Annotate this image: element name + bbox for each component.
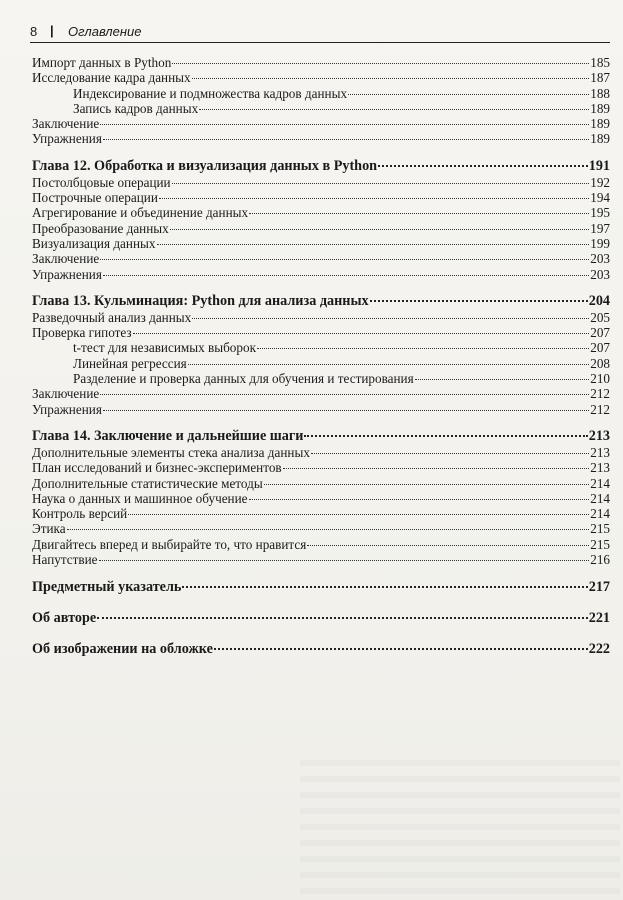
toc-entry-row [32,101,610,116]
section-title: Оглавление [68,24,142,39]
toc-entry-title: Глава 14. Заключение и дальнейшие шаги [32,427,304,444]
toc-entry-row [32,131,610,146]
toc-entry-row [32,371,610,386]
toc-entry-title: Упражнения [32,401,102,417]
toc-page-number: 205 [590,309,610,325]
dot-leader [67,529,590,530]
toc-entry-title: Постолбцовые операции [32,174,171,190]
toc-page-number: 192 [590,174,610,190]
toc-page-number: 215 [590,521,610,537]
toc-page-number: 207 [590,325,610,341]
dot-leader [257,348,589,349]
toc-page-number: 213 [590,460,610,476]
toc-entry-title: Об изображении на обложке [32,641,213,658]
dot-leader [192,78,590,79]
dot-leader [192,318,589,319]
toc-entry-title: t-тест для независимых выборок [73,340,256,356]
toc-entry-title: Проверка гипотез [32,325,132,341]
dot-leader [100,394,589,395]
table-of-contents [32,55,610,657]
toc-entry-row [32,251,610,266]
toc-page-number: 214 [590,506,610,522]
toc-page-number: 203 [590,266,610,282]
dot-leader [103,275,589,276]
toc-entry-title: Двигайтесь вперед и выбирайте то, что нравится [32,536,307,552]
toc-page-number: 203 [590,251,610,267]
toc-page-number: 221 [588,610,610,627]
dot-leader [249,499,590,500]
toc-page-number: 212 [590,386,610,402]
toc-page-number: 210 [590,371,610,387]
toc-page-number: 214 [590,475,610,491]
toc-page-number: 207 [590,340,610,356]
toc-entry-row [32,325,610,340]
toc-entry-row [32,221,610,236]
toc-entry-title: Преобразование данных [32,220,169,236]
dot-leader [283,468,590,469]
toc-page-number: 188 [590,85,610,101]
header-separator: | [50,23,54,38]
toc-page-number: 215 [590,536,610,552]
dot-leader [378,165,588,167]
toc-entry-title: Построчные операции [32,190,158,206]
dot-leader [99,560,590,561]
dot-leader [264,484,590,485]
dot-leader [307,545,589,546]
toc-page-number: 194 [590,190,610,206]
toc-page-number: 216 [590,552,610,568]
dot-leader [172,63,589,64]
dot-leader [157,244,590,245]
toc-entry-row [32,86,610,101]
toc-entry-row [32,521,610,536]
dot-leader [172,183,590,184]
toc-entry-title: Заключение [32,386,100,402]
toc-entry-row [32,476,610,491]
toc-entry-row [32,491,610,506]
toc-page-number: 208 [590,355,610,371]
toc-page-number: 217 [588,579,610,596]
toc-entry-title: Разделение и проверка данных для обучения и тестирования [73,371,414,387]
toc-entry-title: Упражнения [32,131,102,147]
toc-section-row [32,610,610,626]
toc-entry-row [32,506,610,521]
toc-entry-row [32,310,610,325]
toc-entry-row [32,267,610,282]
toc-entry-title: Заключение [32,251,100,267]
dot-leader [199,109,589,110]
toc-entry-title: Визуализация данных [32,235,156,251]
toc-entry-row [32,402,610,417]
toc-entry-title: Запись кадров данных [73,100,199,116]
toc-entry-row [32,552,610,567]
toc-entry-row [32,190,610,205]
toc-page-number: 204 [588,292,610,309]
dot-leader [100,124,589,125]
dot-leader [370,300,588,302]
dot-leader [311,453,589,454]
toc-section-row [32,579,610,595]
toc-entry-row [32,386,610,401]
toc-page-number: 197 [590,220,610,236]
toc-page-number: 189 [590,116,610,132]
toc-entry-title: Напутствие [32,552,98,568]
toc-entry-title: Импорт данных в Python [32,55,172,70]
toc-entry-title: Индексирование и подмножества кадров данных [73,85,348,101]
toc-entry-row [32,175,610,190]
toc-entry-title: Дополнительные статистические методы [32,475,263,491]
toc-page-number: 213 [590,444,610,460]
bleed-through-shadow [300,760,620,900]
toc-entry-row [32,236,610,251]
toc-entry-title: Агрегирование и объединение данных [32,205,249,221]
toc-entry-row [32,205,610,220]
toc-entry-title: Исследование кадра данных [32,70,191,86]
toc-entry-title: Наука о данных и машинное обучение [32,490,248,506]
toc-chapter-row [32,158,610,174]
dot-leader [415,379,590,380]
toc-entry-row [32,445,610,460]
toc-page-number: 199 [590,235,610,251]
toc-entry-title: План исследований и бизнес-экспериментов [32,460,282,476]
toc-entry-title: Линейная регрессия [73,355,187,371]
page-number: 8 [30,24,38,39]
dot-leader [249,213,589,214]
toc-page-number: 222 [588,641,610,658]
toc-entry-title: Глава 13. Кульминация: Python для анализа данных [32,292,369,309]
toc-entry-title: Глава 12. Обработка и визуализация данных в Python [32,157,378,174]
dot-leader [304,435,587,437]
toc-entry-row [32,537,610,552]
dot-leader [159,198,589,199]
toc-page-number: 189 [590,100,610,116]
dot-leader [182,586,587,588]
toc-entry-title: Разведочный анализ данных [32,309,192,325]
dot-leader [133,333,590,334]
toc-entry-row [32,55,610,70]
dot-leader [100,259,589,260]
toc-page-number: 195 [590,205,610,221]
toc-chapter-row [32,293,610,309]
toc-entry-row [32,460,610,475]
toc-page-number: 185 [590,55,610,70]
dot-leader [97,617,588,619]
toc-page-number: 213 [588,427,610,444]
dot-leader [348,94,589,95]
toc-page-number: 189 [590,131,610,147]
toc-entry-row [32,116,610,131]
toc-chapter-row [32,428,610,444]
dot-leader [103,410,589,411]
running-header [30,24,610,43]
toc-section-row [32,641,610,657]
toc-entry-title: Упражнения [32,266,102,282]
toc-page-number: 191 [588,157,610,174]
toc-entry-row [32,340,610,355]
toc-entry-title: Контроль версий [32,506,128,522]
toc-entry-title: Об авторе [32,610,97,627]
dot-leader [128,514,589,515]
toc-entry-title: Предметный указатель [32,579,182,596]
dot-leader [214,648,588,650]
dot-leader [103,139,589,140]
toc-entry-title: Заключение [32,116,100,132]
toc-page-number: 214 [590,490,610,506]
toc-entry-row [32,356,610,371]
dot-leader [188,364,590,365]
toc-entry-title: Дополнительные элементы стека анализа данных [32,444,310,460]
toc-page-number: 187 [590,70,610,86]
dot-leader [170,229,589,230]
toc-entry-title: Этика [32,521,66,537]
toc-entry-row [32,70,610,85]
toc-page-number: 212 [590,401,610,417]
